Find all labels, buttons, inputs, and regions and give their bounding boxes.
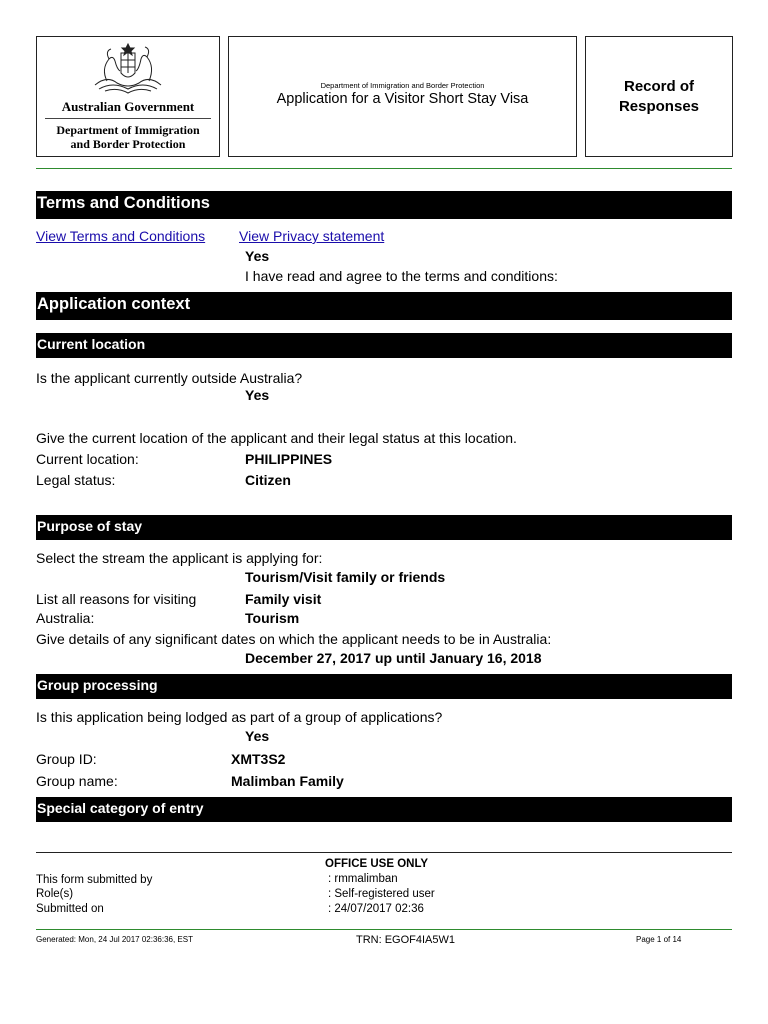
current-location-question: Give the current location of the applicant and their legal status at this location. (36, 430, 517, 446)
department-name-line2: and Border Protection (70, 137, 186, 151)
legal-status-value: Citizen (245, 472, 291, 488)
department-subtitle: Department of Immigration and Border Protection (320, 81, 485, 90)
significant-dates-question: Give details of any significant dates on which the applicant needs to be in Australia: (36, 631, 552, 647)
submitted-on-value: : 24/07/2017 02:36 (328, 903, 424, 915)
stream-answer: Tourism/Visit family or friends (245, 569, 446, 585)
current-location-label: Current location: (36, 451, 139, 467)
government-logo-box (36, 36, 220, 157)
department-name-line1: Department of Immigration (56, 123, 200, 137)
significant-dates-answer: December 27, 2017 up until January 16, 2018 (245, 650, 542, 666)
coat-of-arms-icon (87, 41, 169, 97)
group-name-value: Malimban Family (231, 773, 344, 789)
record-title-line2: Responses (618, 98, 700, 115)
section-heading-terms: Terms and Conditions (36, 191, 732, 219)
government-name: Australian Government (61, 99, 195, 114)
view-terms-link[interactable]: View Terms and Conditions (36, 228, 206, 244)
submitted-by-value: : rmmalimban (328, 873, 398, 885)
record-title-line1: Record of (623, 78, 694, 95)
group-id-label: Group ID: (36, 751, 97, 767)
legal-status-label: Legal status: (36, 472, 116, 488)
subsection-heading-group-processing: Group processing (36, 674, 732, 699)
subsection-heading-special-category: Special category of entry (36, 797, 732, 822)
group-question: Is this application being lodged as part of a group of applications? (36, 709, 443, 725)
stream-question: Select the stream the applicant is applying for: (36, 550, 323, 566)
current-location-value: PHILIPPINES (245, 451, 333, 467)
department-name (37, 123, 219, 151)
form-title-box (228, 36, 577, 157)
roles-value: : Self-registered user (328, 888, 435, 900)
reason-tourism: Tourism (245, 610, 300, 626)
outside-australia-answer: Yes (245, 387, 270, 403)
subsection-heading-current-location: Current location (36, 333, 732, 358)
application-title: Application for a Visitor Short Stay Visa (276, 91, 529, 107)
header-divider (36, 168, 732, 169)
terms-answer: Yes (245, 248, 270, 264)
group-name-label: Group name: (36, 773, 118, 789)
record-title (586, 77, 732, 117)
logo-divider (45, 118, 211, 119)
roles-label: Role(s) (36, 888, 74, 900)
trn-number: TRN: EGOF4IA5W1 (356, 934, 456, 946)
footer-divider (36, 852, 732, 853)
reason-family-visit: Family visit (245, 591, 322, 607)
record-of-responses-box (585, 36, 733, 157)
reasons-label-line2: Australia: (36, 610, 95, 626)
footer-green-divider (36, 929, 732, 930)
section-heading-application-context: Application context (36, 292, 732, 320)
group-id-value: XMT3S2 (231, 751, 286, 767)
group-answer: Yes (245, 728, 270, 744)
submitted-by-label: This form submitted by (36, 874, 153, 886)
terms-question: I have read and agree to the terms and conditions: (245, 268, 558, 284)
generated-timestamp: Generated: Mon, 24 Jul 2017 02:36:36, EST (36, 935, 193, 944)
page-number: Page 1 of 14 (636, 935, 682, 944)
reasons-label-line1: List all reasons for visiting (36, 591, 197, 607)
submitted-on-label: Submitted on (36, 903, 104, 915)
subsection-heading-purpose-of-stay: Purpose of stay (36, 515, 732, 540)
outside-australia-question: Is the applicant currently outside Australia? (36, 370, 303, 386)
view-privacy-link[interactable]: View Privacy statement (239, 228, 385, 244)
office-use-heading: OFFICE USE ONLY (325, 858, 429, 870)
